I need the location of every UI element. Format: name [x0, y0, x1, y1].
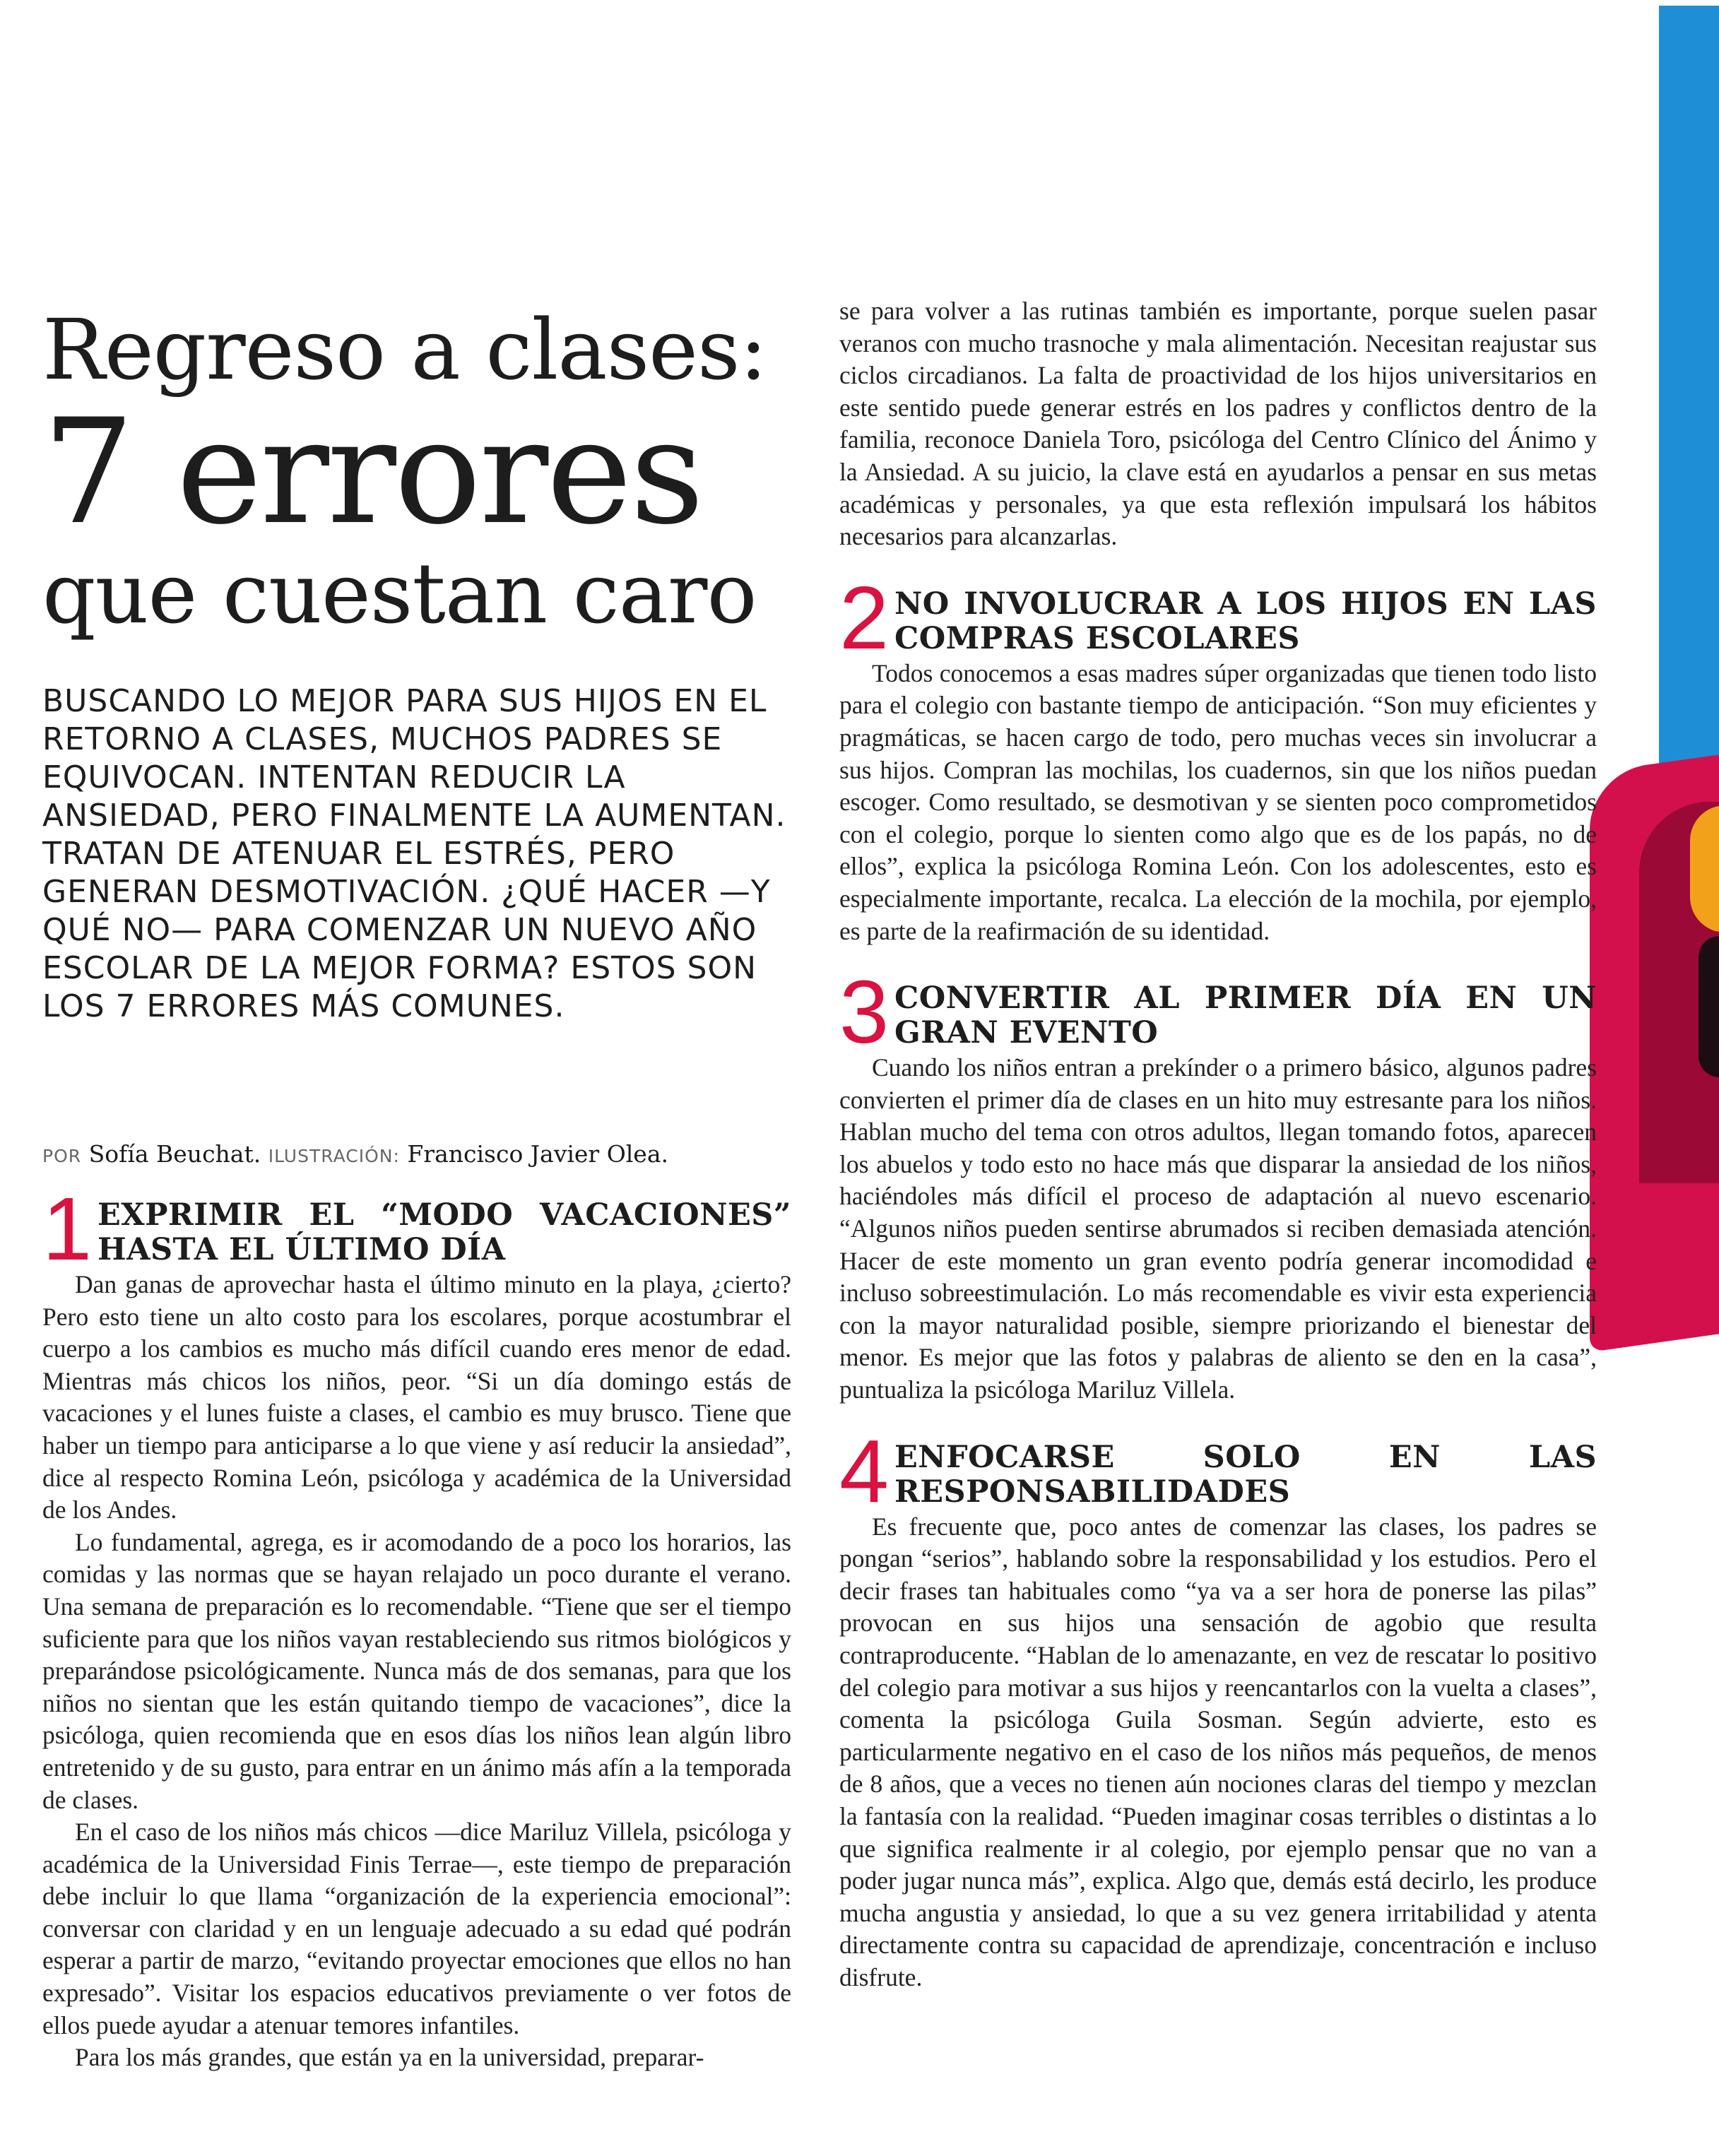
illustration-orange-figure	[1690, 805, 1719, 932]
left-column	[42, 1179, 791, 2074]
section-1-paragraph: En el caso de los niños más chicos —dice Mariluz Villela, psicóloga y académica de la Universidad Finis Terrae—, este tiempo de preparación debe incluir lo que llama “organización de la experiencia emocional”: conversar con claridad y en un lenguaje adecuado a su edad qué podrán esperar a partir de marzo, “evitando proyectar emociones que ellos no han expresado”. Visitar los espacios educativos previamente o ver fotos de ellos puede ayudar a atenuar temores infantiles.	[42, 1818, 791, 2039]
section-3-paragraph: Cuando los niños entran a prekínder o a primero básico, algunos padres convierten el primer día de clases en un hito muy estresante para los niños. Hablan mucho del tema con otros adultos, llegan tomando fotos, aparecen los abuelos y todo esto no hace más que disparar la ansiedad de los niños, haciéndoles más difícil el proceso de adaptación al nuevo escenario. “Algunos niños pueden sentirse abrumados si reciben demasiada atención. Hacer de este momento un gran evento podría generar incomodidad e incluso sobreestimulación. Lo más recomendable es vivir esta experiencia con la mayor naturalidad posible, siempre priorizando el bienestar del menor. Es mejor que las fotos y palabras de aliento se den en la casa”, puntualiza la psicóloga Mariluz Villela.	[839, 1053, 1597, 1404]
section-1-heading: EXPRIMIR EL “MODO VACACIONES” HASTA EL ÚLTIMO DÍA	[98, 1197, 791, 1267]
section-2-heading: NO INVOLUCRAR A LOS HIJOS EN LAS COMPRAS ESCOLARES	[894, 586, 1597, 656]
section-4-heading: ENFOCARSE SOLO EN LAS RESPONSABILIDADES	[894, 1439, 1597, 1510]
section-2-head	[839, 567, 1597, 668]
section-2-paragraph: Todos conocemos a esas madres súper organizadas que tienen todo listo para el colegio con bastante tiempo de anticipación. “Son muy eficientes y pragmáticas, se hacen cargo de todo, pero muchas veces sin involucrar a sus hijos. Compran las mochilas, los cuadernos, sin que los niños puedan escoger. Como resultado, se desmotivan y se sienten poco comprometidos con el colegio, porque lo sienten como algo que es de los papás, no de ellos”, explica la psicóloga Romina León. Con los adolescentes, esto es especialmente importante, recalca. La elección de la mochila, por ejemplo, es parte de la reafirmación de su identidad.	[839, 658, 1597, 945]
section-1-continuation: se para volver a las rutinas también es importante, porque suelen pasar veranos con mucho trasnoche y mala alimentación. Necesitan reajustar sus ciclos circadianos. La falta de proactividad de los hijos universitarios en este sentido puede generar estrés en los padres y conflictos dentro de la familia, reconoce Daniela Toro, psicóloga del Centro Clínico del Ánimo y la Ansiedad. A su juicio, la clave está en ayudarlos a pensar en sus metas académicas y personales, ya que esta reflexión impulsará los hábitos necesarios para alcanzarlas.	[839, 297, 1597, 551]
section-1-paragraph: Lo fundamental, agrega, es ir acomodando de a poco los horarios, las comidas y las normas que se hayan relajado un poco durante el verano. Una semana de preparación es lo recomendable. “Tiene que ser el tiempo suficiente para que los niños vayan restableciendo sus ritmos biológicos y preparándose psicológicamente. Nunca más de dos semanas, para que los niños no sientan que les están quitando tiempo de vacaciones”, dice la psicóloga, quien recomienda que en esos días los niños lean algún libro entretenido y de su gusto, para entrar en un ánimo más afín a la temporada de clases.	[42, 1527, 791, 1814]
article-title	[42, 297, 820, 650]
byline-illustration-label: ILUSTRACIÓN:	[268, 1146, 400, 1166]
section-2-number: 2	[839, 567, 890, 668]
byline	[42, 1139, 805, 1172]
byline-author-label: POR	[42, 1146, 82, 1166]
right-column	[839, 295, 1597, 1994]
section-3-head	[839, 962, 1597, 1062]
title-line-1: Regreso a clases:	[42, 301, 767, 398]
section-4-number: 4	[839, 1421, 890, 1521]
illustration-dark-figure	[1699, 936, 1719, 1077]
byline-illustrator: Francisco Javier Olea.	[407, 1140, 668, 1168]
title-line-2: 7 errores	[42, 389, 702, 557]
section-4-head	[839, 1421, 1597, 1521]
article-deck: BUSCANDO LO MEJOR PARA SUS HIJOS EN EL RETORNO A CLASES, MUCHOS PADRES SE EQUIVOCAN. INTENTAN REDUCIR LA ANSIEDAD, PERO FINALMENTE LA AUMENTAN. TRATAN DE ATENUAR EL ESTRÉS, PERO GENERAN DESMOTIVACIÓN. ¿QUÉ HACER —Y QUÉ NO— PARA COMENZAR UN NUEVO AÑO ESCOLAR DE LA MEJOR FORMA? ESTOS SON LOS 7 ERRORES MÁS COMUNES.	[42, 683, 786, 1024]
section-3-heading: CONVERTIR AL PRIMER DÍA EN UN GRAN EVENTO	[894, 981, 1597, 1051]
section-4-paragraph: Es frecuente que, poco antes de comenzar las clases, los padres se pongan “serios”, hablando sobre la responsabilidad y los estudios. Pero el decir frases tan habituales como “ya va a ser hora de ponerse las pilas” provocan en sus hijos una sensación de agobio que resulta contraproducente. “Hablan de lo amenazante, en vez de rescatar lo positivo del colegio para motivar a sus hijos y reencantarlos con la vuelta a clases”, comenta la psicóloga Guila Sosman. Según advierte, esto es particularmente negativo en el caso de los niños más pequeños, de menos de 8 años, que a veces no tienen aún nociones claras del tiempo y mezclan la fantasía con la realidad. “Pueden imaginar cosas terribles o distintas a lo que significa realmente ir al colegio, por ejemplo pensar que no van a poder jugar nunca más”, explica. Algo que, demás está decirlo, les produce mucha angustia y ansiedad, lo que a su vez genera irritabilidad y atenta directamente contra su capacidad de aprendizaje, concentración e incluso disfrute.	[839, 1512, 1597, 1991]
title-line-3: que cuestan caro	[42, 545, 757, 642]
byline-author: Sofía Beuchat.	[88, 1140, 261, 1168]
section-1-paragraph: Para los más grandes, que están ya en la universidad, preparar-	[75, 2043, 704, 2072]
illustration-blue-panel	[1659, 6, 1719, 769]
section-1-paragraph: Dan ganas de aprovechar hasta el último minuto en la playa, ¿cierto? Pero esto tiene un alto costo para los escolares, porque acostumbrar el cuerpo a los cambios es mucho más difícil cuando eres menor de edad. Mientras más chicos los niños, peor. “Si un día domingo estás de vacaciones y el lunes fuiste a clases, el cambio es muy brusco. Tiene que haber un tiempo para anticiparse a lo que viene y así reducir la ansiedad”, dice al respecto Romina León, psicóloga y académica de la Universidad de los Andes.	[42, 1270, 791, 1524]
section-1-head	[42, 1179, 791, 1279]
section-3-number: 3	[839, 962, 890, 1062]
section-1-number: 1	[42, 1179, 93, 1279]
